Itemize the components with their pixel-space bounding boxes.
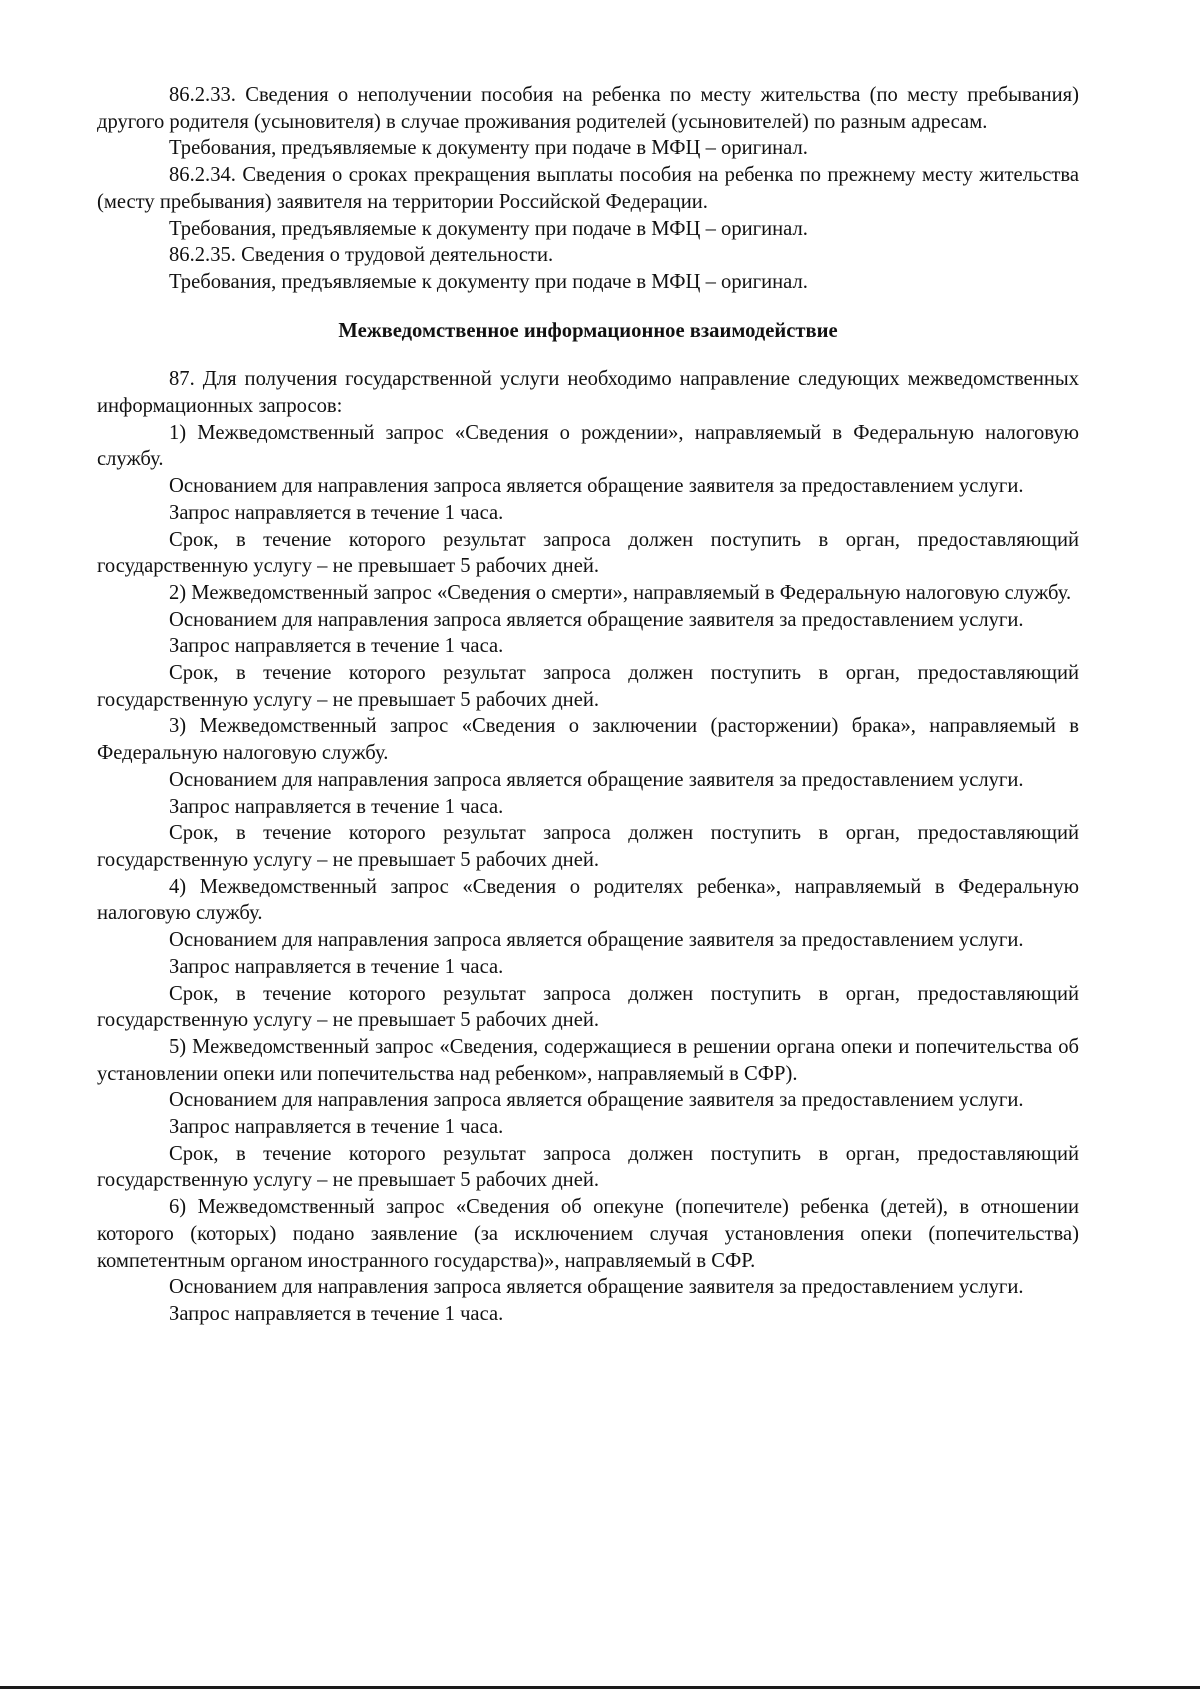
paragraph: 3) Межведомственный запрос «Сведения о заключении (расторжении) брака», направляемый в Федеральную налоговую службу. [97, 715, 1079, 765]
section-heading: Межведомственное информационное взаимодействие [338, 319, 838, 342]
paragraph: Срок, в течение которого результат запроса должен поступить в орган, предоставляющий государственную услугу – не превышает 5 рабочих дней. [97, 662, 1079, 711]
paragraph: 86.2.34. Сведения о сроках прекращения выплаты пособия на ребенка по прежнему месту жительства (месту пребывания) заявителя на территории Российской Федерации. [97, 164, 1079, 213]
paragraph: Запрос направляется в течение 1 часа. [169, 1302, 504, 1325]
paragraph: 1) Межведомственный запрос «Сведения о рождении», направляемый в Федеральную налоговую службу. [97, 421, 1079, 471]
paragraph: 6) Межведомственный запрос «Сведения об опекуне (попечителе) ребенка (детей), в отношении которого (которых) подано заявление (за исключением случая установления опеки (попечительства) компетентным органом иностранного государства)», направляемый в СФР. [97, 1196, 1079, 1272]
paragraph: 86.2.33. Сведения о неполучении пособия на ребенка по месту жительства (по месту пребывания) другого родителя (усыновителя) в случае проживания родителей (усыновителей) по разным адресам. [97, 84, 1079, 133]
paragraph: Запрос направляется в течение 1 часа. [169, 1116, 504, 1139]
paragraph: Требования, предъявляемые к документу при подаче в МФЦ – оригинал. [169, 217, 808, 240]
page-bottom-edge-line [0, 1686, 1200, 1689]
paragraph: 2) Межведомственный запрос «Сведения о смерти», направляемый в Федеральную налоговую службу. [169, 581, 1072, 604]
paragraph: Срок, в течение которого результат запроса должен поступить в орган, предоставляющий государственную услугу – не превышает 5 рабочих дней. [97, 528, 1079, 578]
paragraph: Запрос направляется в течение 1 часа. [169, 795, 504, 818]
paragraph: 5) Межведомственный запрос «Сведения, содержащиеся в решении органа опеки и попечительства об установлении опеки или попечительства над ребенком», направляемый в СФР). [97, 1035, 1079, 1085]
paragraph: 4) Межведомственный запрос «Сведения о родителях ребенка», направляемый в Федеральную налоговую службу. [97, 875, 1079, 925]
paragraph: Основанием для направления запроса является обращение заявителя за предоставлением услуги. [169, 475, 1024, 498]
paragraph: Срок, в течение которого результат запроса должен поступить в орган, предоставляющий государственную услугу – не превышает 5 рабочих дней. [97, 822, 1079, 871]
document-body [97, 82, 1079, 1328]
paragraph: Основанием для направления запроса является обращение заявителя за предоставлением услуги. [169, 1276, 1024, 1299]
paragraph: Запрос направляется в течение 1 часа. [169, 955, 504, 978]
paragraph: Основанием для направления запроса является обращение заявителя за предоставлением услуги. [169, 768, 1024, 791]
paragraph: Срок, в течение которого результат запроса должен поступить в орган, предоставляющий государственную услугу – не превышает 5 рабочих дней. [97, 982, 1079, 1032]
paragraph: Основанием для направления запроса является обращение заявителя за предоставлением услуги. [169, 929, 1024, 952]
paragraph: Требования, предъявляемые к документу при подаче в МФЦ – оригинал. [169, 270, 808, 293]
paragraph: Срок, в течение которого результат запроса должен поступить в орган, предоставляющий государственную услугу – не превышает 5 рабочих дней. [97, 1142, 1079, 1192]
paragraph: 87. Для получения государственной услуги необходимо направление следующих межведомственных информационных запросов: [97, 368, 1079, 418]
paragraph: Требования, предъявляемые к документу при подаче в МФЦ – оригинал. [169, 137, 808, 160]
paragraph: 86.2.35. Сведения о трудовой деятельности. [169, 244, 554, 267]
paragraph: Основанием для направления запроса является обращение заявителя за предоставлением услуги. [169, 608, 1024, 631]
paragraph: Запрос направляется в течение 1 часа. [169, 501, 504, 524]
paragraph: Основанием для направления запроса является обращение заявителя за предоставлением услуги. [169, 1089, 1024, 1112]
paragraph: Запрос направляется в течение 1 часа. [169, 635, 504, 658]
